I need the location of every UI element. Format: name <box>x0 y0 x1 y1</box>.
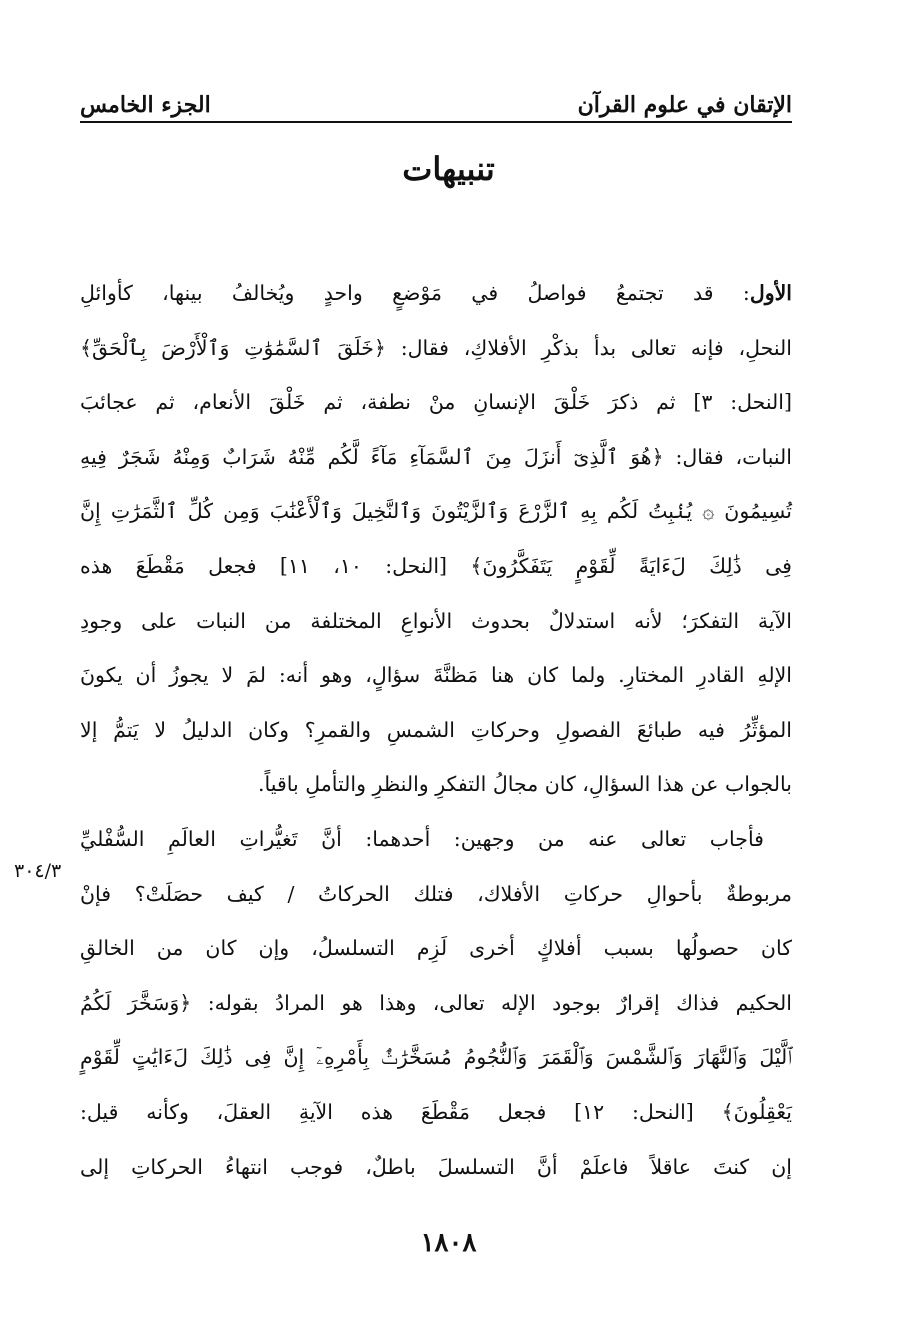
body-text <box>80 266 792 1194</box>
section-title: تنبيهات <box>402 150 495 188</box>
text-line: النحلِ، فإنه تعالى بدأ بذكْرِ الأفلاكِ، فقال: ﴿خَلَقَ ٱلسَّمَٰوَٰتِ وَٱلْأَرْضَ بِٱلْحَقِّ﴾ <box>80 335 792 360</box>
line-text: : قد تجتمعُ فواصلُ في مَوْضعٍ واحدٍ ويُخالفُ بينها، كأوائلِ <box>80 281 750 305</box>
text-line: الحكيم فذاك إقرارٌ بوجود الإله تعالى، وهذا هو المرادُ بقوله: ﴿وَسَخَّرَ لَكُمُ <box>80 990 792 1015</box>
text-line: يَعْقِلُونَ﴾ [النحل: ١٢] فجعل مَقْطَعَ هذه الآيةِ العقلَ، وكأنه قيل: <box>80 1099 793 1124</box>
text-line: تُسِيمُونَ ۞ يُنۢبِتُ لَكُم بِهِ ٱلزَّرْعَ وَٱلزَّيْتُونَ وَٱلنَّخِيلَ وَٱلْأَعْنَٰبَ وَمِن كُلِّ ٱلثَّمَرَٰتِ إِنَّ <box>80 499 792 524</box>
header-book-title: الإتقان في علوم القرآن <box>577 92 792 118</box>
text-line: بالجواب عن هذا السؤالِ، كان مجالُ التفكرِ والنظرِ والتأملِ باقياً. <box>258 772 792 797</box>
header-rule <box>80 121 792 123</box>
text-line: الإلهِ القادرِ المختارِ. ولما كان هنا مَظنَّةَ سؤالٍ، وهو أنه: لمَ لا يجوزُ أن يكونَ <box>80 663 792 688</box>
text-line: فأجاب تعالى عنه من وجهين: أحدهما: أنَّ تَغيُّراتِ العالَمِ السُّفْليِّ <box>80 826 764 851</box>
page-number: ١٨٠٨ <box>420 1228 477 1258</box>
text-line: كان حصولُها بسبب أفلاكٍ أخرى لَزِم التسلسلُ، وإن كان من الخالقِ <box>80 936 792 961</box>
text-line: ٱلَّيْلَ وَٱلنَّهَارَ وَٱلشَّمْسَ وَٱلْقَمَرَ وَٱلنُّجُومُ مُسَخَّرَٰتٌۢ بِأَمْرِهِۦٓ إِنَّ فِى ذَٰلِكَ لَءَايَٰتٍ لِّقَوْمٍ <box>80 1045 792 1070</box>
text-line: النبات، فقال: ﴿هُوَ ٱلَّذِىٓ أَنزَلَ مِنَ ٱلسَّمَآءِ مَآءً لَّكُم مِّنْهُ شَرَابٌ وَمِنْهُ شَجَرٌ فِيهِ <box>80 444 792 469</box>
text-line <box>80 266 792 321</box>
text-line: مربوطةٌ بأحوالِ حركاتِ الأفلاك، فتلك الحركاتُ / كيف حصَلَتْ؟ فإنْ <box>80 881 792 906</box>
text-line: [النحل: ٣] ثم ذكرَ خَلْقَ الإنسانِ منْ نطفة، ثم خَلْقَ الأنعام، ثم عجائبَ <box>80 390 792 415</box>
lead-word: الأول <box>749 281 792 305</box>
margin-page-reference: ٣٠٤/٣ <box>14 860 62 882</box>
text-line: الآية التفكرَ؛ لأنه استدلالٌ بحدوث الأنواعِ المختلفة من النبات على وجودِ <box>80 608 792 633</box>
text-line: فِى ذَٰلِكَ لَءَايَةً لِّقَوْمٍ يَتَفَكَّرُونَ﴾ [النحل: ١٠، ١١] فجعل مَقْطَعَ هذه <box>80 553 792 578</box>
header-volume: الجزء الخامس <box>80 92 211 118</box>
text-line: المؤثِّرُ فيه طبائعَ الفصولِ وحركاتِ الشمسِ والقمرِ؟ وكان الدليلُ لا يَتمُّ إلا <box>80 717 792 742</box>
text-line: إن كنتَ عاقلاً فاعلَمْ أنَّ التسلسلَ باطلٌ، فوجب انتهاءُ الحركاتِ إلى <box>80 1154 792 1179</box>
running-header <box>80 74 792 118</box>
